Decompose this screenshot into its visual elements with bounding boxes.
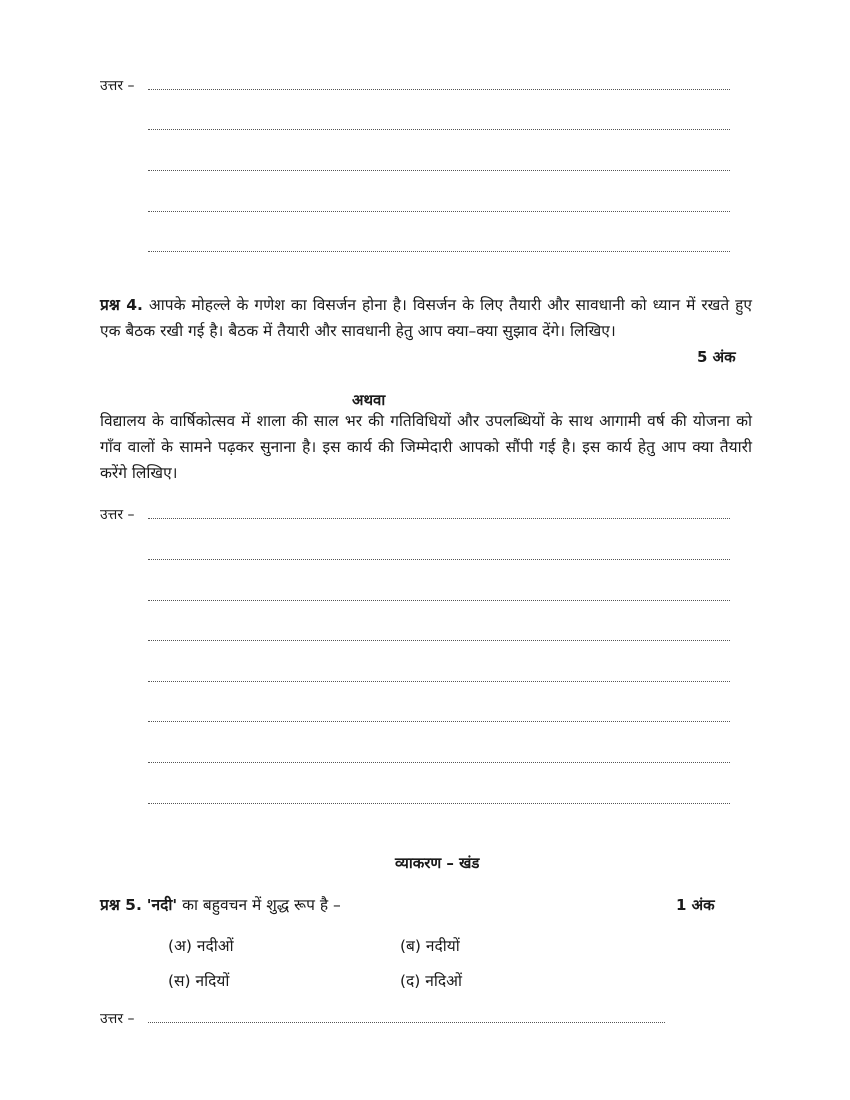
question-number: प्रश्न 4. (100, 296, 143, 314)
answer-line[interactable] (148, 89, 730, 90)
marks-label: 1 अंक (676, 896, 715, 914)
question-4 (100, 292, 752, 344)
answer-line[interactable] (148, 721, 730, 722)
answer-line[interactable] (148, 681, 730, 682)
question-number: प्रश्न 5. (100, 896, 142, 914)
answer-line[interactable] (148, 762, 730, 763)
answer-line[interactable] (148, 129, 730, 130)
question-5 (100, 893, 341, 915)
question-4-alternative (100, 408, 752, 486)
answer-line[interactable] (148, 1022, 665, 1023)
option-b[interactable]: (ब) नदीयों (400, 937, 460, 955)
question-text: आपके मोहल्ले के गणेश का विसर्जन होना है। विसर्जन के लिए तैयारी और सावधानी को ध्यान में रखते हुए एक बैठक रखी गई है। बैठक में तैयारी और सावधानी हेतु आप क्या–क्या सुझाव देंगे। लिखिए। (100, 296, 752, 340)
answer-line[interactable] (148, 251, 730, 252)
question-text: विद्यालय के वार्षिकोत्सव में शाला की साल भर की गतिविधियों और उपलब्धियों के साथ आगामी वर्ष की योजना को गाँव वालों के सामने पढ़कर सुनाना है। इस कार्य की जिम्मेदारी आपको सौंपी गई है। इस कार्य हेतु आप क्या तैयारी करेंगे लिखिए। (100, 412, 752, 482)
answer-label: उत्तर – (100, 1011, 135, 1027)
option-c[interactable]: (स) नदियों (168, 972, 230, 990)
answer-line[interactable] (148, 559, 730, 560)
answer-line[interactable] (148, 600, 730, 601)
option-a[interactable]: (अ) नदीओं (168, 937, 234, 955)
section-heading: व्याकरण – खंड (395, 854, 480, 872)
option-d[interactable]: (द) नदिओं (400, 972, 462, 990)
answer-label: उत्तर – (100, 507, 135, 523)
or-heading: अथवा (352, 391, 386, 409)
answer-label: उत्तर – (100, 78, 135, 94)
answer-line[interactable] (148, 518, 730, 519)
answer-line[interactable] (148, 211, 730, 212)
answer-line[interactable] (148, 640, 730, 641)
answer-line[interactable] (148, 170, 730, 171)
answer-line[interactable] (148, 803, 730, 804)
question-word: 'नदी' (146, 896, 178, 914)
question-text: का बहुवचन में शुद्ध रूप है – (182, 896, 341, 914)
marks-label: 5 अंक (697, 348, 736, 366)
